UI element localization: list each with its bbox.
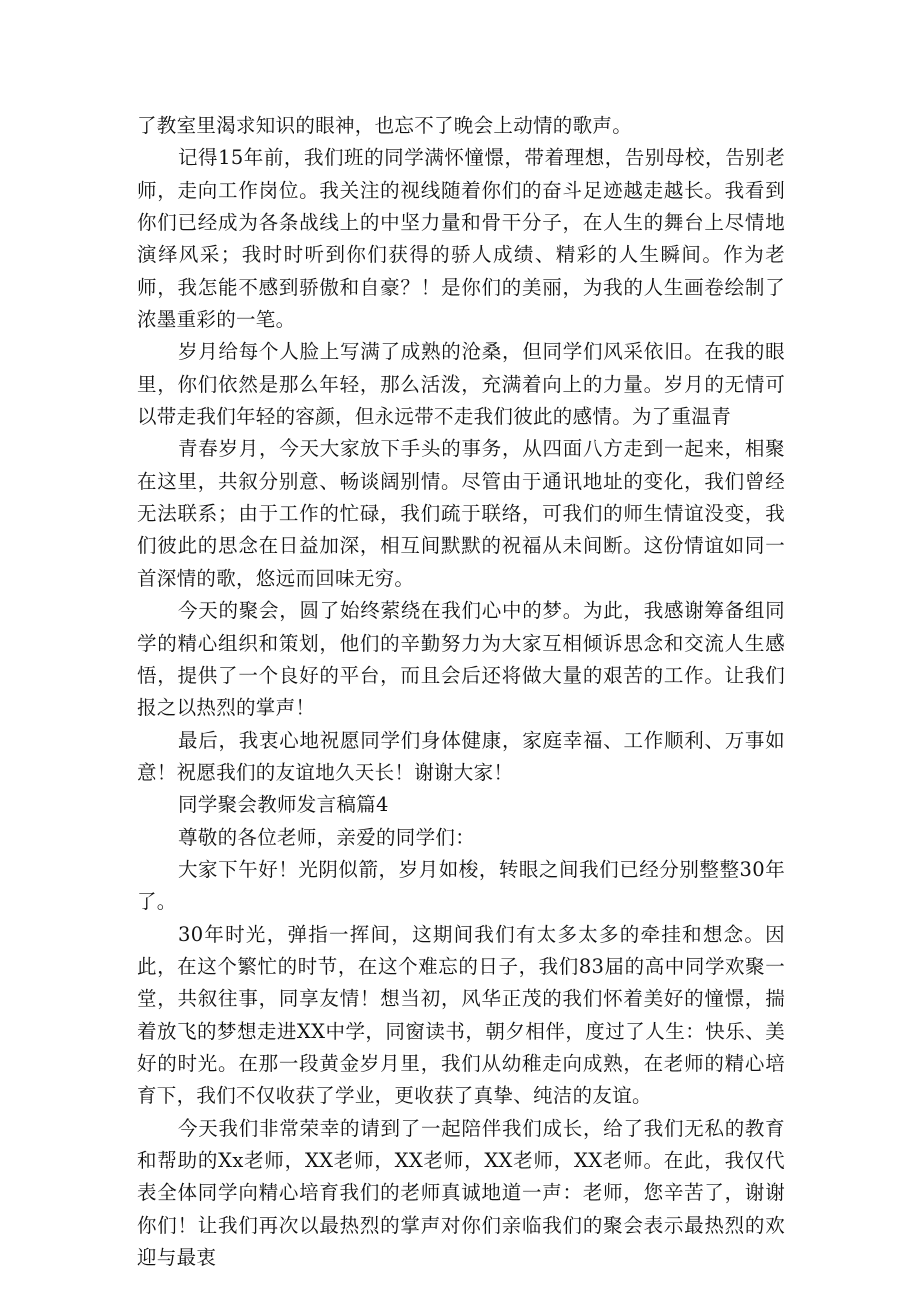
paragraph: 青春岁月，今天大家放下手头的事务，从四面八方走到一起来，相聚在这里，共叙分别意、畅谈阔别情。尽管由于通讯地址的变化，我们曾经无法联系；由于工作的忙碌，我们疏于联络，可我们的师生情谊没变，我们彼此的思念在日益加深，相互间默默的祝福从未间断。这份情谊如同一首深情的歌，悠远而回味无穷。 [137, 437, 785, 590]
paragraph-continuation: 了教室里渴求知识的眼神，也忘不了晚会上动情的歌声。 [137, 114, 633, 137]
paragraph: 记得15年前，我们班的同学满怀憧憬，带着理想，告别母校，告别老师，走向工作岗位。我关注的视线随着你们的奋斗足迹越走越长。我看到你们已经成为各条战线上的中坚力量和骨干分子，在人生的舞台上尽情地演绎风采；我时时听到你们获得的骄人成绩、精彩的人生瞬间。作为老师，我怎能不感到骄傲和自豪？！是你们的美丽，为我的人生画卷绘制了浓墨重彩的一笔。 [137, 146, 785, 332]
paragraph: 大家下午好！光阴似箭，岁月如梭，转眼之间我们已经分别整整30年了。 [137, 857, 785, 914]
paragraph: 30年时光，弹指一挥间，这期间我们有太多太多的牵挂和想念。因此，在这个繁忙的时节，在这个难忘的日子，我们83届的高中同学欢聚一堂，共叙往事，同享友情！想当初，风华正茂的我们怀着美好的憧憬，揣着放飞的梦想走进XX中学，同窗读书，朝夕相伴，度过了人生：快乐、美好的时光。在那一段黄金岁月里，我们从幼稚走向成熟，在老师的精心培育下，我们不仅收获了学业，更收获了真挚、纯洁的友谊。 [137, 922, 785, 1108]
salutation: 尊敬的各位老师，亲爱的同学们： [178, 825, 476, 849]
paragraph: 今天的聚会，圆了始终萦绕在我们心中的梦。为此，我感谢筹备组同学的精心组织和策划，他们的辛勤努力为大家互相倾诉思念和交流人生感悟，提供了一个良好的平台，而且会后还将做大量的艰苦的工作。让我们报之以热烈的掌声！ [137, 599, 785, 720]
paragraph: 最后，我衷心地祝愿同学们身体健康，家庭幸福、工作顺利、万事如意！祝愿我们的友谊地久天长！谢谢大家！ [137, 728, 785, 784]
section-heading: 同学聚会教师发言稿篇4 [178, 793, 389, 817]
paragraph: 今天我们非常荣幸的请到了一起陪伴我们成长，给了我们无私的教育和帮助的Xx老师，XX老师，XX老师，XX老师，XX老师。在此，我仅代表全体同学向精心培育我们的老师真诚地道一声：老师，您辛苦了，谢谢你们！让我们再次以最热烈的掌声对你们亲临我们的聚会表示最热烈的欢迎与最衷 [137, 1116, 785, 1270]
document-body [137, 110, 785, 1274]
paragraph: 岁月给每个人脸上写满了成熟的沧桑，但同学们风采依旧。在我的眼里，你们依然是那么年轻，那么活泼，充满着向上的力量。岁月的无情可以带走我们年轻的容颜，但永远带不走我们彼此的感情。为了重温青 [137, 340, 785, 429]
